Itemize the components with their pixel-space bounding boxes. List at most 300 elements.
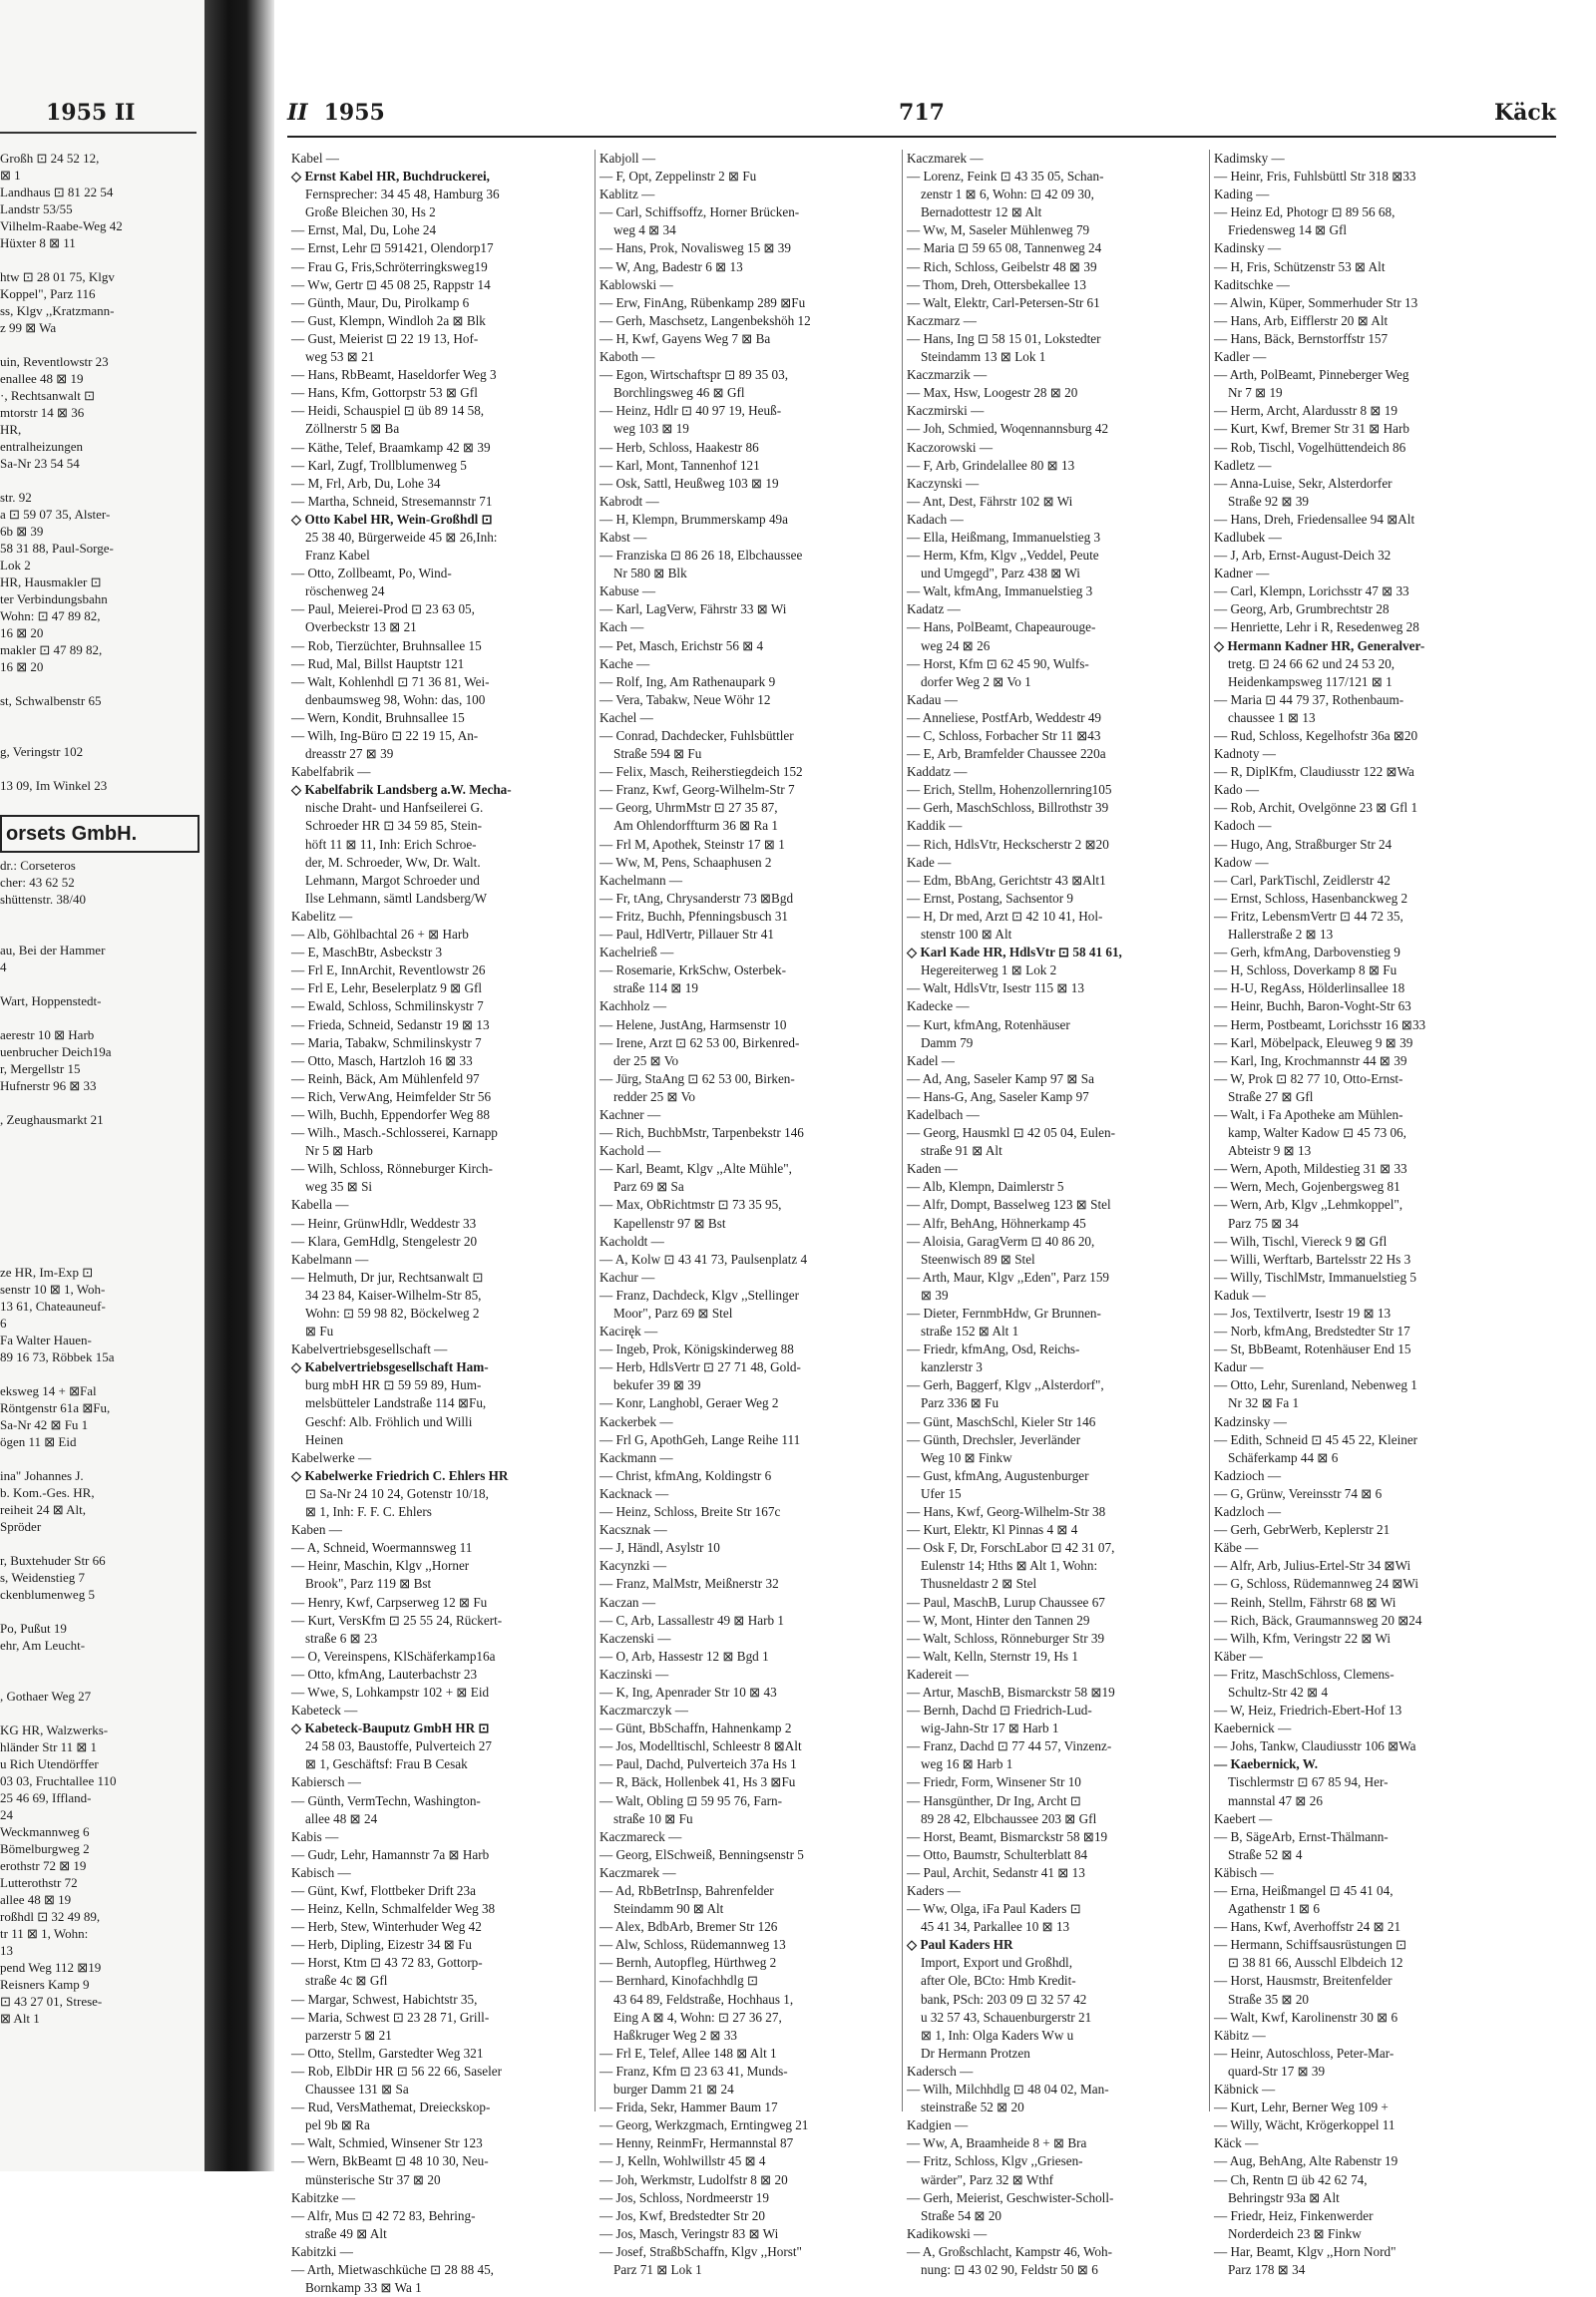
directory-entry-line: — K, Ing, Apenrader Str 10 ⊠ 43: [599, 1684, 777, 1700]
directory-entry-line: — Ww, Gertr ⊡ 45 08 25, Rappstr 14: [291, 276, 491, 292]
directory-entry-line: Steindamm 90 ⊠ Alt: [613, 1901, 724, 1917]
previous-page-lines: [0, 150, 200, 2027]
header-keyword: Käck: [1493, 100, 1556, 126]
directory-entry-line: Nr 580 ⊠ Blk: [613, 566, 687, 581]
directory-entry-line: — Fritz, LebensmVertr ⊡ 44 72 35,: [1214, 908, 1403, 924]
directory-entry-line: — Arth, PolBeamt, Pinneberger Weg: [1214, 367, 1409, 383]
directory-entry-line: — Ww, M, Pens, Schaaphusen 2: [599, 854, 772, 870]
previous-page-line: [0, 760, 200, 777]
surname-heading: Kablitz —: [599, 187, 655, 202]
previous-page-line: 89 16 73, Röbbek 15a: [0, 1349, 115, 1364]
directory-entry-line: — Walt, Obling ⊡ 59 95 76, Farn-: [599, 1792, 783, 1808]
surname-heading: Kabelmann —: [291, 1251, 369, 1267]
directory-entry-line: — Wern, Kondit, Bruhnsallee 15: [291, 709, 465, 725]
directory-entry-line: — Alfr, Arb, Julius-Ertel-Str 34 ⊠Wi: [1214, 1558, 1411, 1574]
previous-page-line: [0, 336, 200, 353]
surname-heading: Kadecke —: [907, 998, 970, 1014]
directory-entry-line: und Umgegd", Parz 438 ⊠ Wi: [921, 566, 1080, 581]
previous-page-line: orsets GmbH.: [0, 815, 200, 853]
surname-heading: Kackmann —: [599, 1449, 673, 1465]
surname-heading: Kabjoll —: [599, 151, 656, 166]
previous-page-line: [0, 251, 200, 268]
directory-entry-line: — Franz, MalMstr, Meißnerstr 32: [599, 1576, 779, 1592]
directory-entry-line: der, M. Schroeder, Ww, Dr. Walt.: [305, 854, 481, 870]
directory-entry-line: u 32 57 43, Schauenburgerstr 21: [921, 2009, 1092, 2025]
directory-entry-line: — Günth, Maur, Du, Pirolkamp 6: [291, 294, 470, 310]
surname-heading: Käber —: [1214, 1648, 1263, 1664]
directory-entry-line: weg 53 ⊠ 21: [305, 349, 375, 365]
previous-page-line: st, Schwalbenstr 65: [0, 693, 102, 708]
surname-heading: Kadzioch —: [1214, 1467, 1282, 1483]
directory-entry-line: nische Draht- und Hanfseilerei G.: [305, 800, 484, 816]
directory-entry-line: Dr Hermann Protzen: [921, 2045, 1030, 2061]
directory-entry-line: — Konr, Langhobl, Geraer Weg 2: [599, 1395, 779, 1411]
directory-entry-line: — Fr, tAng, Chrysanderstr 73 ⊠Bgd: [599, 890, 794, 906]
directory-entry-line: — Paul, MaschB, Lurup Chaussee 67: [907, 1594, 1105, 1610]
previous-page-line: Hüxter 8 ⊠ 11: [0, 235, 76, 250]
previous-page-line: [0, 1128, 200, 1145]
directory-entry-line: — Heinz, Schloss, Breite Str 167c: [599, 1504, 781, 1520]
directory-entry-line: — Walt, Kohlenhdl ⊡ 71 36 81, Wei-: [291, 673, 490, 689]
surname-heading: Kaczynski —: [907, 475, 980, 491]
surname-heading: Kachelmann —: [599, 872, 683, 888]
previous-page-line: entralheizungen: [0, 439, 84, 454]
directory-entry-line: — Gudr, Lehr, Hamannstr 7a ⊠ Harb: [291, 1846, 490, 1862]
directory-entry-line: — Jos, Kwf, Bredstedter Str 20: [599, 2207, 765, 2223]
directory-entry-line: bank, PSch: 203 09 ⊡ 32 57 42: [921, 1991, 1087, 2007]
surname-heading: Kabelwerke —: [291, 1449, 372, 1465]
previous-page-line: Sa-Nr 23 54 54: [0, 456, 80, 471]
directory-entry-line: — Frl E, Telef, Allee 148 ⊠ Alt 1: [599, 2045, 777, 2061]
directory-entry-line: — Ww, Olga, iFa Paul Kaders ⊡: [907, 1901, 1081, 1917]
surname-heading: Kacsznak —: [599, 1522, 667, 1538]
directory-entry-line: — Kurt, VersKfm ⊡ 25 55 24, Rückert-: [291, 1612, 503, 1628]
previous-page-line: [0, 1671, 200, 1688]
previous-page-line: Wohn: ⊡ 47 89 82,: [0, 608, 101, 623]
surname-heading: Kabelvertriebsgesellschaft —: [291, 1341, 448, 1357]
previous-page-line: ehr, Am Leucht-: [0, 1638, 86, 1653]
directory-entry-line: — Heinz, Kelln, Schmalfelder Weg 38: [291, 1901, 496, 1917]
directory-entry-line: — Rolf, Ing, Am Rathenaupark 9: [599, 673, 776, 689]
previous-page-line: [0, 675, 200, 692]
directory-entry-line: Eulenstr 14; Hths ⊠ Alt 1, Wohn:: [921, 1558, 1098, 1574]
directory-entry-line: — Karl, Beamt, Klgv ,,Alte Mühle",: [599, 1161, 792, 1177]
surname-heading: Kaden —: [907, 1161, 958, 1177]
surname-heading: Kadoch —: [1214, 818, 1272, 834]
surname-heading: Kading —: [1214, 187, 1270, 202]
directory-entry-line: — Erich, Stellm, Hohenzollernring105: [907, 782, 1112, 798]
directory-entry-line: Fernsprecher: 34 45 48, Hamburg 36: [305, 187, 500, 202]
directory-entry-line: chaussee 1 ⊠ 13: [1228, 709, 1316, 725]
directory-entry-line: — Ch, Rentn ⊡ üb 42 62 74,: [1214, 2171, 1368, 2187]
directory-entry-line: — Franz, Kwf, Georg-Wilhelm-Str 7: [599, 782, 795, 798]
surname-heading: Kabeteck —: [291, 1703, 358, 1719]
directory-entry-line: — Walt, i Fa Apotheke am Mühlen-: [1214, 1106, 1403, 1122]
directory-page: [279, 0, 1596, 2296]
directory-entry-line: — H-U, RegAss, Hölderlinsallee 18: [1214, 980, 1405, 996]
directory-entry-line: steinstraße 52 ⊠ 20: [921, 2100, 1024, 2115]
directory-entry-line: — Joh, Werkmstr, Ludolfstr 8 ⊠ 20: [599, 2171, 788, 2187]
surname-heading: Kadur —: [1214, 1359, 1264, 1375]
directory-entry-line: — R, Bäck, Hollenbek 41, Hs 3 ⊠Fu: [599, 1774, 796, 1790]
directory-entry-line: — Erw, FinAng, Rübenkamp 289 ⊠Fu: [599, 294, 806, 310]
directory-entry-line: — Ella, Heißmang, Immanuelstieg 3: [907, 529, 1101, 545]
previous-page-line: ⊡ 43 27 01, Strese-: [0, 1994, 103, 2009]
previous-page-header: 1955 II: [46, 100, 136, 126]
directory-entry-line: — Käthe, Telef, Braamkamp 42 ⊠ 39: [291, 439, 491, 455]
directory-entry-line: wärder", Parz 32 ⊠ Wthf: [921, 2171, 1054, 2187]
directory-entry-line: straße 6 ⊠ 23: [305, 1630, 378, 1646]
directory-entry-line: — Alb, Göhlbachtal 26 + ⊠ Harb: [291, 927, 469, 943]
directory-entry-line: weg 16 ⊠ Harb 1: [921, 1756, 1013, 1772]
directory-entry-line: — Günt, Kwf, Flottbeker Drift 23a: [291, 1883, 476, 1898]
directory-entry-line: Zöllnerstr 5 ⊠ Ba: [305, 421, 400, 437]
directory-entry-line: — Alex, BdbArb, Bremer Str 126: [599, 1919, 778, 1935]
previous-page-line: 58 31 88, Paul-Sorge-: [0, 541, 114, 556]
directory-entry-line: — W, Ang, Badestr 6 ⊠ 13: [599, 258, 743, 274]
surname-heading: Kackerbek —: [599, 1413, 673, 1429]
directory-entry-line: ⊠ 1, Inh: F. F. C. Ehlers: [305, 1504, 432, 1520]
surname-heading: Kabitzke —: [291, 2189, 356, 2205]
surname-heading: Kaczmarz —: [907, 312, 977, 328]
directory-entry-line: 45 41 34, Parkallee 10 ⊠ 13: [921, 1919, 1070, 1935]
directory-entry-line: straße 91 ⊠ Alt: [921, 1143, 1002, 1159]
directory-entry-line: — Willy, TischlMstr, Immanuelstieg 5: [1214, 1269, 1416, 1285]
directory-entry-line: — Heinr, Buchh, Baron-Voght-Str 63: [1214, 998, 1411, 1014]
directory-entry-line: — Osk, Sattl, Heußweg 103 ⊠ 19: [599, 475, 779, 491]
directory-entry-line: — Paul, Meierei-Prod ⊡ 23 63 05,: [291, 601, 475, 617]
previous-page-line: r, Mergellstr 15: [0, 1061, 81, 1076]
directory-entry-line: — Arth, Maur, Klgv ,,Eden", Parz 159: [907, 1269, 1110, 1285]
directory-entry-line: wig-Jahn-Str 17 ⊠ Harb 1: [921, 1721, 1059, 1736]
directory-entry-line: — Wilh, Schloss, Rönneburger Kirch-: [291, 1161, 493, 1177]
surname-heading: Kadow —: [1214, 854, 1269, 870]
surname-heading: Kabiersch —: [291, 1774, 361, 1790]
previous-page-line: Landhaus ⊡ 81 22 54: [0, 185, 114, 199]
directory-entry-line: — Maria, Schwest ⊡ 23 28 71, Grill-: [291, 2009, 490, 2025]
previous-page-line: a ⊡ 59 07 35, Alster-: [0, 507, 111, 522]
directory-entry-line: — Rich, HdlsVtr, Heckscherstr 2 ⊠20: [907, 836, 1109, 852]
directory-entry-line: — Reinh, Stellm, Fährstr 68 ⊠ Wi: [1214, 1594, 1396, 1610]
previous-page-rule: [0, 132, 197, 134]
surname-heading: Kache —: [599, 655, 650, 671]
directory-entry-line: — Walt, kfmAng, Immanuelstieg 3: [907, 583, 1093, 599]
previous-page-line: KG HR, Walzwerks-: [0, 1723, 109, 1737]
directory-entry-line: straße 152 ⊠ Alt 1: [921, 1324, 1019, 1340]
directory-entry-line: — Frieda, Schneid, Sedanstr 19 ⊠ 13: [291, 1016, 490, 1032]
directory-entry-line: — Gust, kfmAng, Augustenburger: [907, 1467, 1089, 1483]
directory-entry-line: — Lorenz, Feink ⊡ 43 35 05, Schan-: [907, 169, 1104, 185]
directory-entry-line: — A, Großschlacht, Kampstr 46, Woh-: [907, 2243, 1113, 2259]
directory-entry-line: — Walt, Kwf, Karolinenstr 30 ⊠ 6: [1214, 2009, 1398, 2025]
directory-entry-line: — F, Arb, Grindelallee 80 ⊠ 13: [907, 457, 1075, 473]
previous-page-line: allee 48 ⊠ 19: [0, 1892, 72, 1907]
surname-heading: Kaciręk —: [599, 1324, 658, 1340]
directory-entry-line: bekufer 39 ⊠ 39: [613, 1377, 701, 1393]
directory-entry-line: straße 49 ⊠ Alt: [305, 2225, 387, 2241]
directory-entry-line: — Anna-Luise, Sekr, Alsterdorfer: [1214, 475, 1393, 491]
directory-entry-line: ◇ Kabelfabrik Landsberg a.W. Mecha-: [291, 782, 512, 798]
directory-entry-line: — Wilh, Milchhdlg ⊡ 48 04 02, Man-: [907, 2082, 1109, 2098]
directory-entry-line: Thusneldastr 2 ⊠ Stel: [921, 1576, 1037, 1592]
directory-entry-line: — B, SägeArb, Ernst-Thälmann-: [1214, 1828, 1389, 1844]
directory-entry-line: — Frau G, Fris,Schröterringksweg19: [291, 258, 488, 274]
directory-entry-line: Schultz-Str 42 ⊠ 4: [1228, 1684, 1329, 1700]
directory-entry-line: — Frida, Sekr, Hammer Baum 17: [599, 2100, 778, 2115]
column-1: [287, 150, 589, 2296]
directory-entry-line: — Georg, Arb, Grumbrechtstr 28: [1214, 601, 1390, 617]
directory-entry-line: ◇ Ernst Kabel HR, Buchdruckerei,: [291, 169, 490, 185]
surname-heading: Kadatz —: [907, 601, 961, 617]
directory-entry-line: ◇ Kabelvertriebsgesellschaft Ham-: [291, 1359, 489, 1375]
previous-page-line: [0, 1213, 200, 1230]
directory-entry-line: — Horst, Beamt, Bismarckstr 58 ⊠19: [907, 1828, 1108, 1844]
directory-entry-line: — Frl G, ApothGeh, Lange Reihe 111: [599, 1431, 801, 1447]
previous-page-line: uenbrucher Deich19a: [0, 1044, 112, 1059]
directory-entry-line: Hegereiterweg 1 ⊠ Lok 2: [921, 962, 1057, 978]
directory-entry-line: — Herb, HdlsVertr ⊡ 27 71 48, Gold-: [599, 1359, 801, 1375]
surname-heading: Kachelrieß —: [599, 945, 674, 960]
directory-entry-line: — Aloisia, GaragVerm ⊡ 40 86 20,: [907, 1233, 1095, 1249]
directory-entry-line: weg 35 ⊠ Si: [305, 1179, 373, 1195]
directory-entry-line: Straße 594 ⊠ Fu: [613, 746, 702, 762]
surname-heading: Kaduk —: [1214, 1287, 1266, 1303]
directory-entry-line: ⊡ 38 81 66, Ausschl Elbdeich 12: [1228, 1955, 1403, 1971]
previous-page-line: [0, 975, 200, 992]
directory-entry-line: melsbütteler Landstraße 114 ⊠Fu,: [305, 1395, 487, 1411]
previous-page-line: HR,: [0, 422, 22, 437]
directory-entry-line: Parz 178 ⊠ 34: [1228, 2261, 1306, 2277]
directory-entry-line: — Joh, Schmied, Woqennannsburg 42: [907, 421, 1109, 437]
surname-heading: Kabella —: [291, 1197, 349, 1213]
directory-entry-line: — Fritz, Buchh, Pfenningsbusch 31: [599, 908, 789, 924]
surname-heading: Kaczmirski —: [907, 403, 985, 419]
directory-entry-line: ◇ Kabeteck-Bauputz GmbH HR ⊡: [291, 1721, 490, 1736]
directory-entry-line: — J, Händl, Asylstr 10: [599, 1540, 720, 1556]
directory-entry-line: Nr 32 ⊠ Fa 1: [1228, 1395, 1300, 1411]
directory-entry-line: 34 23 84, Kaiser-Wilhelm-Str 85,: [305, 1287, 482, 1303]
previous-page-line: Hufnerstr 96 ⊠ 33: [0, 1078, 97, 1093]
directory-entry-line: — Frl M, Apothek, Steinstr 17 ⊠ 1: [599, 836, 785, 852]
directory-entry-line: — Ernst, Postang, Sachsentor 9: [907, 890, 1074, 906]
directory-entry-line: — Rich, Bäck, Graumannsweg 20 ⊠24: [1214, 1612, 1422, 1628]
directory-entry-line: ◇ Karl Kade HR, HdlsVtr ⊡ 58 41 61,: [907, 945, 1122, 960]
previous-page-line: eksweg 14 + ⊠Fal: [0, 1383, 97, 1398]
directory-entry-line: — Gerh, kfmAng, Darbovenstieg 9: [1214, 945, 1400, 960]
surname-heading: Kadzinsky —: [1214, 1413, 1287, 1429]
directory-entry-line: — Gerh, Maschsetz, Langenbekshöh 12: [599, 312, 811, 328]
directory-entry-line: — Max, Hsw, Loogestr 28 ⊠ 20: [907, 385, 1078, 401]
directory-entry-line: denbaumsweg 98, Wohn: das, 100: [305, 691, 486, 707]
directory-entry-line: — Max, ObRichtmstr ⊡ 73 35 95,: [599, 1197, 782, 1213]
surname-heading: Kadzloch —: [1214, 1504, 1282, 1520]
directory-entry-line: röschenweg 24: [305, 583, 385, 599]
directory-entry-line: — Carl, ParkTischl, Zeidlerstr 42: [1214, 872, 1391, 888]
directory-entry-line: Nr 5 ⊠ Harb: [305, 1143, 373, 1159]
surname-heading: Kadnoty —: [1214, 746, 1276, 762]
directory-entry-line: — Bernhard, Kinofachhdlg ⊡: [599, 1973, 759, 1989]
surname-heading: Kaboth —: [599, 349, 655, 365]
previous-page-line: [0, 925, 200, 942]
directory-entry-line: Straße 92 ⊠ 39: [1228, 493, 1310, 509]
directory-entry-line: — Gust, Meierist ⊡ 22 19 13, Hof-: [291, 330, 479, 346]
directory-entry-line: 24 58 03, Baustoffe, Pulverteich 27: [305, 1738, 492, 1754]
directory-entry-line: — A, Kolw ⊡ 43 41 73, Paulsenplatz 4: [599, 1251, 808, 1267]
directory-entry-line: — Wilh, Kfm, Veringstr 22 ⊠ Wi: [1214, 1630, 1392, 1646]
directory-entry-line: Chaussee 131 ⊠ Sa: [305, 2082, 409, 2098]
directory-entry-line: — Wern, Mech, Gojenbergsweg 81: [1214, 1179, 1400, 1195]
surname-heading: Kaczenski —: [599, 1630, 671, 1646]
surname-heading: Kachel —: [599, 709, 653, 725]
directory-entry-line: — Ww, M, Saseler Mühlenweg 79: [907, 222, 1090, 238]
directory-entry-line: weg 24 ⊠ 26: [921, 637, 991, 653]
directory-entry-line: Heidenkampsweg 117/121 ⊠ 1: [1228, 673, 1393, 689]
surname-heading: Kadereit —: [907, 1666, 969, 1682]
previous-page-fragment: [0, 0, 205, 2171]
directory-entry-line: — Norb, kfmAng, Bredstedter Str 17: [1214, 1324, 1410, 1340]
previous-page-line: pend Weg 112 ⊠19: [0, 1960, 102, 1975]
directory-entry-line: — Walt, Schmied, Winsener Str 123: [291, 2135, 483, 2151]
surname-heading: Kaczmarzik —: [907, 367, 988, 383]
surname-heading: Kaders —: [907, 1883, 961, 1898]
previous-page-line: [0, 726, 200, 743]
directory-entry-line: Nr 7 ⊠ 19: [1228, 385, 1283, 401]
directory-entry-line: — A, Schneid, Woermannsweg 11: [291, 1540, 473, 1556]
directory-entry-line: — Walt, Kelln, Sternstr 19, Hs 1: [907, 1648, 1078, 1664]
directory-entry-line: — Pet, Masch, Erichstr 56 ⊠ 4: [599, 637, 764, 653]
directory-entry-line: — Wilh, Tischl, Viereck 9 ⊠ Gfl: [1214, 1233, 1388, 1249]
directory-entry-line: Parz 69 ⊠ Sa: [613, 1179, 684, 1195]
directory-entry-line: — Herm, Kfm, Klgv ,,Veddel, Peute: [907, 548, 1099, 564]
directory-entry-line: ⊠ 1, Geschäftsf: Frau B Cesak: [305, 1756, 468, 1772]
surname-heading: Kabrodt —: [599, 493, 659, 509]
directory-entry-line: Friedensweg 14 ⊠ Gfl: [1228, 222, 1348, 238]
surname-heading: Kabitzki —: [291, 2243, 353, 2259]
directory-entry-line: Straße 52 ⊠ 4: [1228, 1846, 1303, 1862]
directory-entry-line: — Hans, Ing ⊡ 58 15 01, Lokstedter: [907, 330, 1101, 346]
directory-entry-line: — Maria ⊡ 44 79 37, Rothenbaum-: [1214, 691, 1404, 707]
directory-entry-line: — Wilh, Ing-Büro ⊡ 22 19 15, An-: [291, 728, 479, 743]
directory-entry-line: — Har, Beamt, Klgv ,,Horn Nord": [1214, 2243, 1396, 2259]
directory-entry-line: straße 10 ⊠ Fu: [613, 1810, 693, 1826]
surname-heading: Kacynzki —: [599, 1558, 667, 1574]
directory-entry-line: — Gerh, Meierist, Geschwister-Scholl-: [907, 2189, 1114, 2205]
directory-entry-line: — Georg, Werkzgmach, Erntingweg 21: [599, 2117, 809, 2133]
surname-heading: Kadel —: [907, 1052, 955, 1068]
surname-heading: Kadler —: [1214, 349, 1267, 365]
directory-entry-line: — Egon, Wirtschaftspr ⊡ 89 35 03,: [599, 367, 789, 383]
surname-heading: Kaczmarek —: [599, 1864, 676, 1880]
directory-entry-line: — F, Opt, Zeppelinstr 2 ⊠ Fu: [599, 169, 757, 185]
directory-entry-line: — Christ, kfmAng, Koldingstr 6: [599, 1467, 772, 1483]
directory-entry-line: — Rich, Schloss, Geibelstr 48 ⊠ 39: [907, 258, 1097, 274]
entry-columns: [287, 150, 1556, 2296]
directory-entry-line: 25 38 40, Bürgerweide 45 ⊠ 26,Inh:: [305, 529, 498, 545]
previous-page-line: [0, 1179, 200, 1196]
column-3: [902, 150, 1204, 2277]
directory-entry-line: — Ad, Ang, Saseler Kamp 97 ⊠ Sa: [907, 1070, 1094, 1086]
previous-page-line: ·, Rechtsanwalt ⊡: [0, 388, 96, 403]
directory-entry-line: — Herm, Archt, Alardusstr 8 ⊠ 19: [1214, 403, 1397, 419]
directory-entry-line: Bornkamp 33 ⊠ Wa 1: [305, 2280, 422, 2296]
surname-heading: Kadinsky —: [1214, 240, 1282, 256]
directory-entry-line: der 25 ⊠ Vo: [613, 1052, 679, 1068]
surname-heading: Kadimsky —: [1214, 151, 1285, 166]
previous-page-line: ina" Johannes J.: [0, 1468, 84, 1483]
surname-heading: Kaczorowski —: [907, 439, 994, 455]
directory-entry-line: Tischlermstr ⊡ 67 85 94, Her-: [1228, 1774, 1389, 1790]
previous-page-line: erothstr 72 ⊠ 19: [0, 1858, 87, 1873]
surname-heading: Kade —: [907, 854, 952, 870]
directory-entry-line: Norderdeich 23 ⊠ Finkw: [1228, 2225, 1362, 2241]
directory-entry-line: — O, Vereinspens, KlSchäferkamp16a: [291, 1648, 496, 1664]
directory-entry-line: straße 4c ⊠ Gfl: [305, 1973, 388, 1989]
directory-entry-line: — Hans, Bäck, Bernstorffstr 157: [1214, 330, 1389, 346]
surname-heading: Käbitz —: [1214, 2027, 1266, 2043]
directory-entry-line: — J, Kelln, Wohlwillstr 45 ⊠ 4: [599, 2153, 766, 2169]
directory-entry-line: — Georg, UhrmMstr ⊡ 27 35 87,: [599, 800, 778, 816]
directory-entry-line: — Wern, Arb, Klgv ,,Lehmkoppel",: [1214, 1197, 1403, 1213]
directory-entry-line: — C, Schloss, Forbacher Str 11 ⊠43: [907, 728, 1101, 743]
previous-page-line: 13: [0, 1943, 13, 1958]
directory-entry-line: Agathenstr 1 ⊠ 6: [1228, 1901, 1320, 1917]
directory-entry-line: — Walt, Schloss, Rönneburger Str 39: [907, 1630, 1105, 1646]
previous-page-line: Sa-Nr 42 ⊠ Fu 1: [0, 1417, 89, 1432]
previous-page-line: 6: [0, 1316, 7, 1331]
directory-entry-line: — C, Arb, Lassallestr 49 ⊠ Harb 1: [599, 1612, 785, 1628]
directory-entry-line: — Edm, BbAng, Gerichtstr 43 ⊠Alt1: [907, 872, 1106, 888]
page-number: 717: [899, 100, 945, 126]
directory-entry-line: — Otto, Baumstr, Schulterblatt 84: [907, 1846, 1088, 1862]
directory-entry-line: — Gerh, GebrWerb, Keplerstr 21: [1214, 1522, 1391, 1538]
previous-page-line: au, Bei der Hammer: [0, 943, 106, 957]
directory-entry-line: Weg 10 ⊠ Finkw: [921, 1449, 1012, 1465]
previous-page-line: z 99 ⊠ Wa: [0, 320, 57, 335]
surname-heading: Käck —: [1214, 2135, 1259, 2151]
previous-page-line: 13 09, Im Winkel 23: [0, 778, 108, 793]
directory-entry-line: — Reinh, Bäck, Am Mühlenfeld 97: [291, 1070, 480, 1086]
directory-entry-line: — Franz, Dachd ⊡ 77 44 57, Vinzenz-: [907, 1738, 1112, 1754]
directory-entry-line: — Helmuth, Dr jur, Rechtsanwalt ⊡: [291, 1269, 484, 1285]
directory-entry-line: — Maria ⊡ 59 65 08, Tannenweg 24: [907, 240, 1102, 256]
directory-entry-line: — Ewald, Schloss, Schmilinskystr 7: [291, 998, 484, 1014]
surname-heading: Kaczmarczyk —: [599, 1703, 688, 1719]
previous-page-line: HR, Hausmakler ⊡: [0, 574, 102, 589]
directory-entry-line: — Hans, PolBeamt, Chapeaurouge-: [907, 619, 1096, 635]
directory-entry-line: — Herb, Schloss, Haakestr 86: [599, 439, 759, 455]
directory-entry-line: — Kurt, Elektr, Kl Pinnas 4 ⊠ 4: [907, 1522, 1078, 1538]
directory-entry-line: — H, Klempn, Brummerskamp 49a: [599, 511, 788, 527]
surname-heading: Kadelbach —: [907, 1106, 980, 1122]
previous-page-line: [0, 908, 200, 925]
directory-entry-line: Hallerstraße 2 ⊠ 13: [1228, 927, 1334, 943]
surname-heading: Kadau —: [907, 691, 958, 707]
surname-heading: Kaddik —: [907, 818, 963, 834]
directory-entry-line: Große Bleichen 30, Hs 2: [305, 204, 436, 220]
directory-entry-line: — Heinr, GrünwHdlr, Weddestr 33: [291, 1215, 477, 1231]
directory-entry-line: Steenwisch 89 ⊠ Stel: [921, 1251, 1035, 1267]
directory-entry-line: Ufer 15: [921, 1485, 962, 1501]
previous-page-line: 6b ⊠ 39: [0, 524, 44, 539]
directory-entry-line: nung: ⊡ 43 02 90, Feldstr 50 ⊠ 6: [921, 2261, 1098, 2277]
previous-page-line: Landstr 53/55: [0, 201, 73, 216]
directory-entry-line: — M, Frl, Arb, Du, Lohe 34: [291, 475, 441, 491]
surname-heading: Kado —: [1214, 782, 1260, 798]
surname-heading: Kabis —: [291, 1828, 339, 1844]
previous-page-line: r, Buxtehuder Str 66: [0, 1553, 106, 1568]
directory-entry-line: — Henriette, Lehr i R, Resedenweg 28: [1214, 619, 1419, 635]
directory-entry-line: — Artur, MaschB, Bismarckstr 58 ⊠19: [907, 1684, 1115, 1700]
